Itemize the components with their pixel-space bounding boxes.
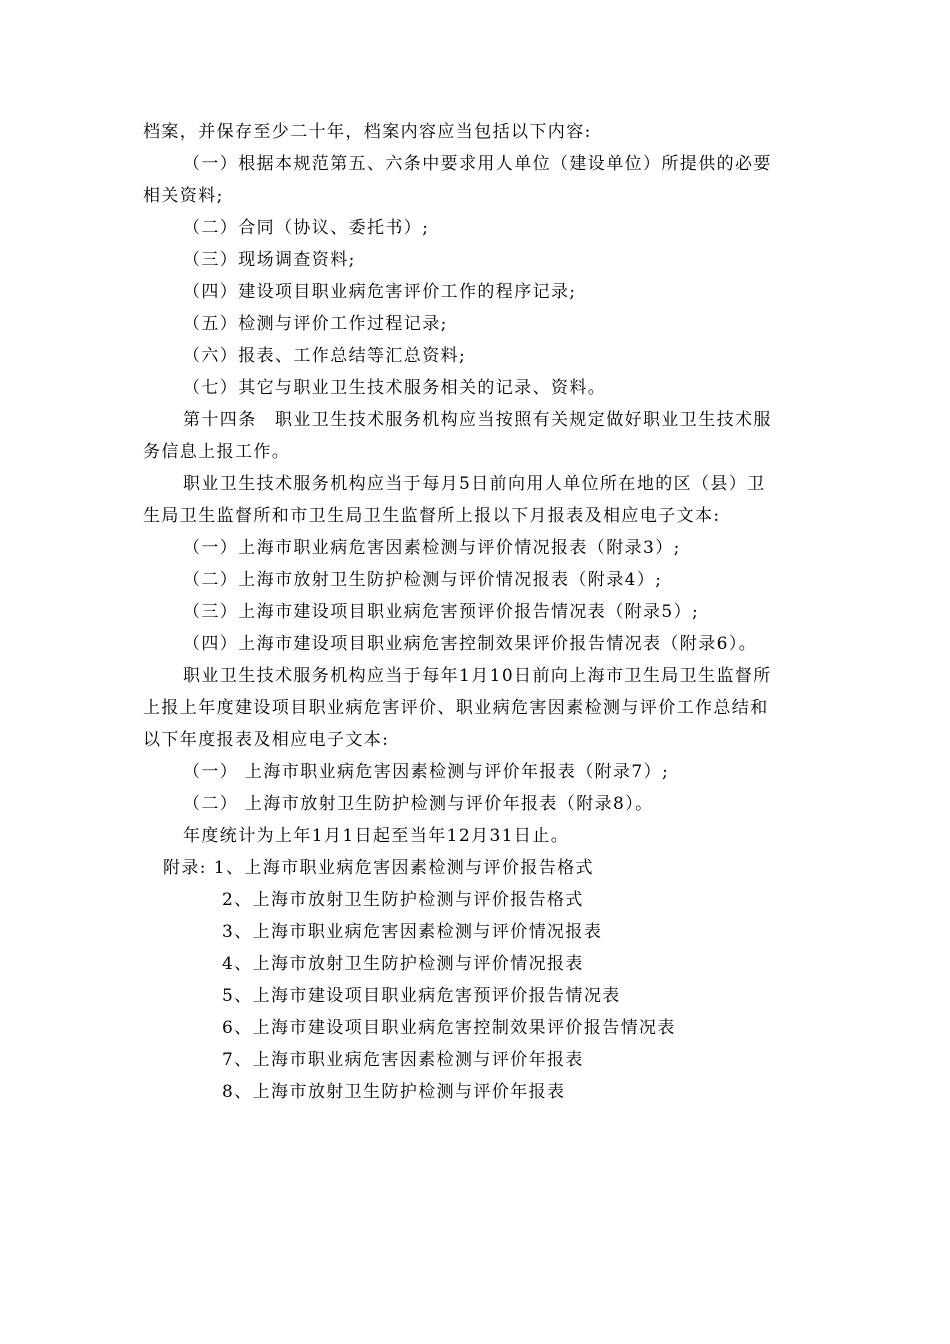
- appendix-item: 6、上海市建设项目职业病危害控制效果评价报告情况表: [222, 1018, 676, 1038]
- text-line: 上报上年度建设项目职业病危害评价、职业病危害因素检测与评价工作总结和: [143, 698, 769, 718]
- text-line: 职业卫生技术服务机构应当于每年1月10日前向上海市卫生局卫生监督所: [183, 666, 772, 686]
- text-line: （三）现场调查资料;: [183, 250, 356, 270]
- text-line: （六）报表、工作总结等汇总资料;: [183, 346, 467, 366]
- text-line: 生局卫生监督所和市卫生局卫生监督所上报以下月报表及相应电子文本:: [143, 506, 721, 526]
- text-line: 以下年度报表及相应电子文本:: [143, 730, 390, 750]
- text-line: （五）检测与评价工作过程记录;: [183, 314, 448, 334]
- text-line: （三）上海市建设项目职业病危害预评价报告情况表（附录5）;: [183, 602, 700, 622]
- text-line: （二）上海市放射卫生防护检测与评价情况报表（附录4）;: [183, 570, 663, 590]
- appendix-item: 3、上海市职业病危害因素检测与评价情况报表: [222, 922, 603, 942]
- text-line: （二） 上海市放射卫生防护检测与评价年报表（附录8）。: [183, 794, 654, 814]
- appendix-item: 2、上海市放射卫生防护检测与评价报告格式: [222, 890, 584, 910]
- text-line: 职业卫生技术服务机构应当于每月5日前向用人单位所在地的区（县）卫: [183, 474, 766, 494]
- appendix-item: 8、上海市放射卫生防护检测与评价年报表: [222, 1082, 566, 1102]
- text-line: （一）根据本规范第五、六条中要求用人单位（建设单位）所提供的必要: [183, 154, 772, 174]
- text-line: 相关资料;: [143, 186, 224, 206]
- text-line: （七）其它与职业卫生技术服务相关的记录、资料。: [183, 378, 607, 398]
- text-line: 档案，并保存至少二十年，档案内容应当包括以下内容:: [143, 122, 592, 142]
- text-line: 务信息上报工作。: [143, 442, 291, 462]
- article-heading-line: 第十四条 职业卫生技术服务机构应当按照有关规定做好职业卫生技术服: [183, 410, 772, 430]
- text-line: （四）建设项目职业病危害评价工作的程序记录;: [183, 282, 577, 302]
- text-line: （四）上海市建设项目职业病危害控制效果评价报告情况表（附录6）。: [183, 634, 758, 654]
- text-line: （二）合同（协议、委托书）;: [183, 218, 430, 238]
- appendix-item: 4、上海市放射卫生防护检测与评价情况报表: [222, 954, 584, 974]
- appendix-item: 7、上海市职业病危害因素检测与评价年报表: [222, 1050, 584, 1070]
- appendix-item: 5、上海市建设项目职业病危害预评价报告情况表: [222, 986, 621, 1006]
- text-line: （一）上海市职业病危害因素检测与评价情况报表（附录3）;: [183, 538, 681, 558]
- text-line: 年度统计为上年1月1日起至当年12月31日止。: [183, 826, 570, 846]
- appendix-line: 附录: 1、上海市职业病危害因素检测与评价报告格式: [163, 858, 594, 878]
- text-line: （一） 上海市职业病危害因素检测与评价年报表（附录7）;: [183, 762, 670, 782]
